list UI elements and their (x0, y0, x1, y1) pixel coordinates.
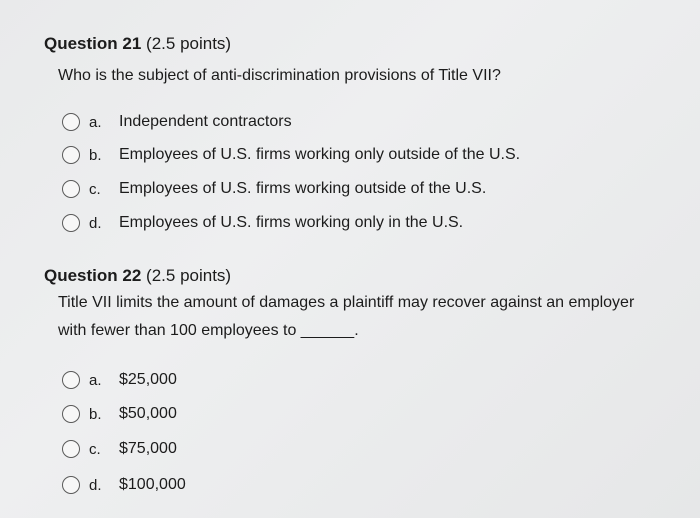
option-c[interactable] (62, 177, 486, 201)
question-text-line: with fewer than 100 employees to ______. (58, 322, 359, 339)
radio-button[interactable] (62, 146, 80, 164)
option-text[interactable]: $25,000 (119, 371, 177, 388)
option-letter: a. (89, 113, 102, 131)
option-text[interactable]: Employees of U.S. firms working only in the U.S. (119, 214, 464, 231)
radio-button[interactable] (62, 440, 80, 458)
radio-button[interactable] (62, 214, 80, 232)
radio-button[interactable] (62, 113, 80, 131)
question-header (44, 266, 231, 286)
option-b[interactable] (62, 143, 520, 167)
question-points: (2.5 points) (146, 34, 232, 53)
option-text[interactable]: $75,000 (119, 440, 177, 457)
radio-button[interactable] (62, 405, 80, 423)
question-text: Who is the subject of anti-discrimination provisions of Title VII? (58, 67, 501, 84)
option-text[interactable]: Employees of U.S. firms working only outside of the U.S. (119, 146, 521, 163)
question-text (58, 289, 668, 345)
question-header (44, 34, 231, 54)
option-d[interactable] (62, 473, 186, 497)
option-a[interactable] (62, 368, 177, 392)
option-a[interactable] (62, 110, 292, 134)
radio-button[interactable] (62, 476, 80, 494)
question-number: Question 21 (44, 34, 142, 53)
radio-button[interactable] (62, 180, 80, 198)
option-letter: b. (89, 405, 102, 423)
radio-button[interactable] (62, 371, 80, 389)
option-text[interactable]: Employees of U.S. firms working outside of the U.S. (119, 180, 487, 197)
option-d[interactable] (62, 211, 463, 235)
option-c[interactable] (62, 437, 177, 461)
option-letter: d. (89, 214, 102, 232)
option-text[interactable]: $50,000 (119, 405, 177, 422)
question-number: Question 22 (44, 266, 142, 285)
option-letter: b. (89, 146, 102, 164)
question-text-line: Title VII limits the amount of damages a plaintiff may recover against an employer (58, 294, 635, 311)
option-letter: a. (89, 371, 102, 389)
option-text[interactable]: $100,000 (119, 476, 186, 493)
option-letter: c. (89, 180, 101, 198)
question-points: (2.5 points) (146, 266, 232, 285)
option-b[interactable] (62, 402, 177, 426)
option-text[interactable]: Independent contractors (119, 113, 292, 130)
option-letter: c. (89, 440, 101, 458)
option-letter: d. (89, 476, 102, 494)
